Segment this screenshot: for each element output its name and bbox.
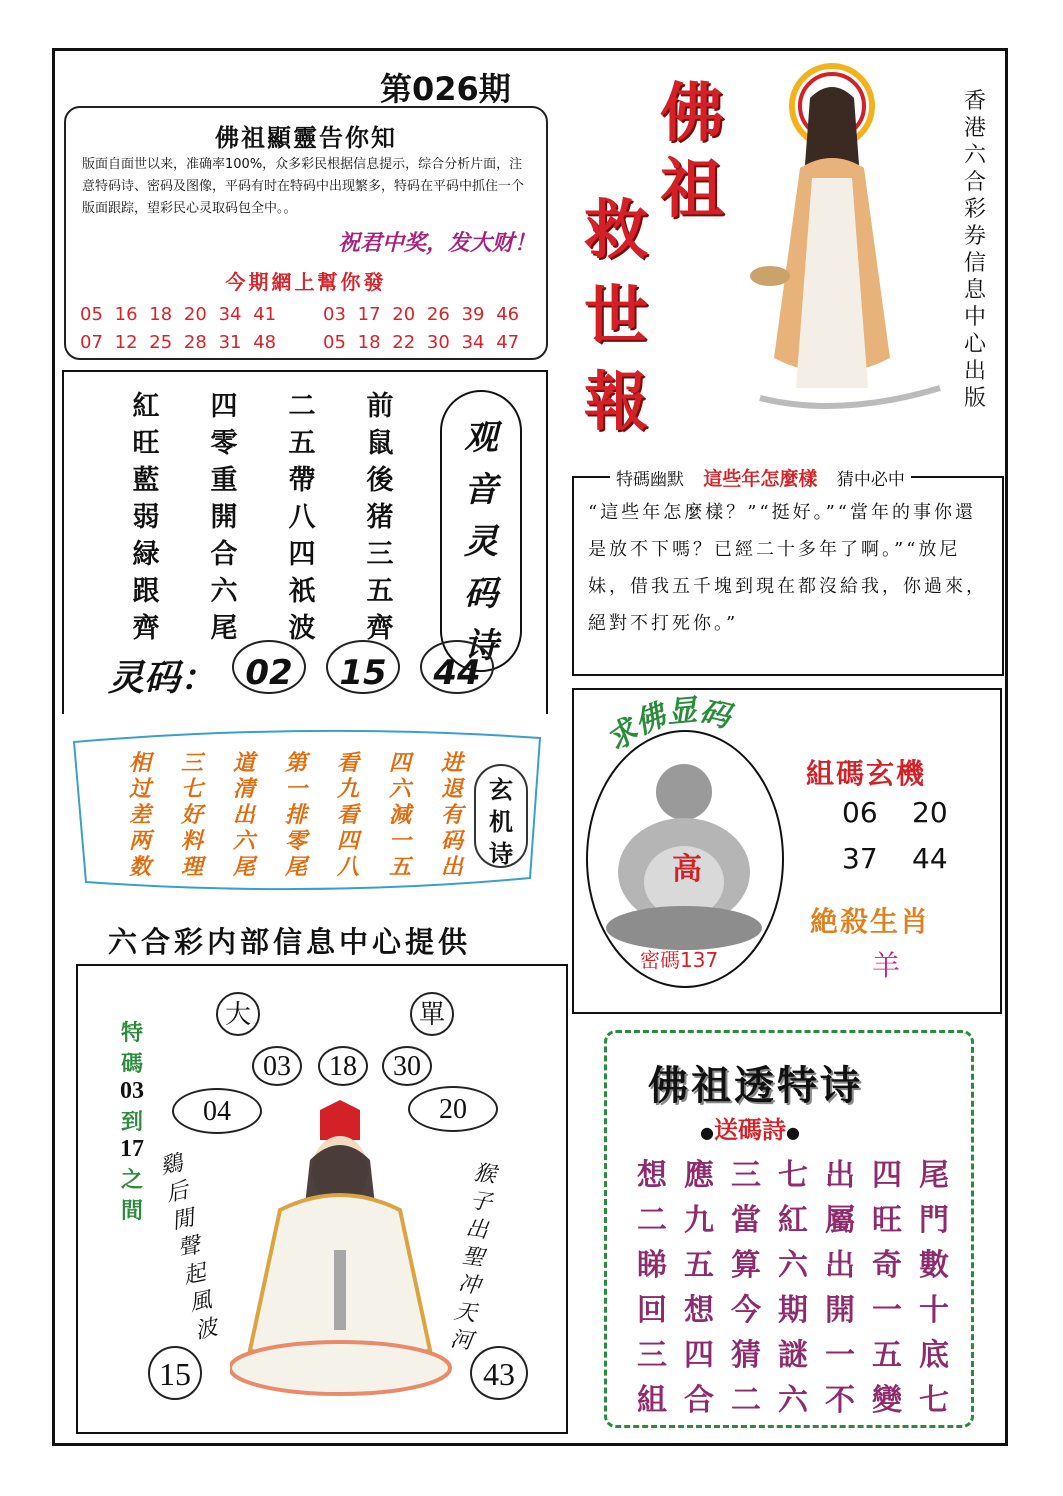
- right-verse: 猴子出聖冲天河: [448, 1160, 498, 1355]
- left-verse: 鷄后閒聲起風波: [158, 1150, 220, 1345]
- bottom-right-number: 43: [470, 1346, 528, 1400]
- buddha-oval: [586, 730, 784, 988]
- poem-char: 後: [366, 465, 394, 496]
- poem-title-char: 音: [464, 470, 498, 510]
- ling-code-label: 灵码：: [108, 657, 217, 699]
- combo-title: 組碼玄機: [806, 757, 927, 790]
- special-poem-char: 尾: [919, 1158, 949, 1193]
- song-code-text: 送碼詩: [713, 1115, 786, 1144]
- poem-char: 猪: [366, 502, 394, 533]
- range-char: 之: [120, 1167, 143, 1193]
- special-poem-char: 七: [778, 1158, 808, 1193]
- xuanji-title-char: 诗: [489, 839, 513, 868]
- odd-label: 單: [410, 992, 454, 1036]
- joke-header: [610, 464, 911, 491]
- range-char: 碼: [120, 1051, 143, 1077]
- xuanji-char: 出: [440, 854, 463, 880]
- poem-title-char: 灵: [464, 522, 498, 562]
- special-poem-char: 不: [825, 1383, 855, 1418]
- ling-code-3: 44: [420, 640, 494, 694]
- xuanji-char: 退: [440, 776, 463, 802]
- joke-head-title: 這些年怎麼樣: [703, 468, 818, 490]
- xuanji-char: 四: [336, 828, 359, 854]
- combo-number: 20: [912, 796, 948, 829]
- special-poem-char: 合: [684, 1383, 714, 1418]
- xuanji-char: 码: [440, 828, 463, 854]
- poem-char: 齊: [366, 613, 394, 644]
- special-poem-title: 佛祖透特诗: [648, 1062, 863, 1109]
- range-char: 間: [120, 1198, 143, 1224]
- xuanji-char: 出: [232, 802, 255, 828]
- special-poem-char: 門: [919, 1203, 949, 1238]
- poem-char: 四: [288, 539, 316, 570]
- poem-char: 四: [210, 391, 238, 422]
- xuanji-char: 看: [336, 750, 359, 776]
- combo-number: 37: [842, 842, 878, 875]
- xuanji-char: 五: [388, 854, 411, 880]
- special-poem-char: 謎: [778, 1338, 808, 1373]
- kill-zodiac-value: 羊: [872, 949, 901, 982]
- special-poem-char: 底: [919, 1338, 949, 1373]
- xuanji-char: 一: [388, 828, 411, 854]
- special-poem-char: 組: [637, 1383, 667, 1418]
- poem-char: 合: [210, 539, 238, 570]
- xuanji-char: 清: [232, 776, 255, 802]
- poem-char: 緑: [132, 539, 160, 570]
- poem-char: 零: [210, 428, 238, 459]
- top-number: 03: [252, 1046, 302, 1086]
- poem-char: 紅: [132, 391, 160, 422]
- xuanji-title-char: 机: [489, 807, 513, 836]
- notice-panel: [64, 106, 548, 360]
- special-poem-char: 四: [872, 1158, 902, 1193]
- special-poem-char: 想: [684, 1293, 714, 1328]
- xuanji-char: 七: [180, 776, 203, 802]
- special-poem-char: 一: [825, 1338, 855, 1373]
- xuanji-char: 尾: [284, 854, 307, 880]
- title-line-2: 救世報: [584, 193, 648, 440]
- special-poem-char: 五: [684, 1248, 714, 1283]
- xuanji-char: 零: [284, 828, 307, 854]
- poem-char: 五: [366, 576, 394, 607]
- right-oval-number: 20: [408, 1086, 498, 1132]
- poem-title-char: 诗: [464, 626, 498, 666]
- special-poem-char: 四: [684, 1338, 714, 1373]
- notice-body: 版面自面世以来，准确率100%，众多彩民根据信息提示，综合分析片面，注意特码诗、密码及图像，平码有时在特码中出现繁多，特码在平码中抓住一个版面跟踪，望彩民心灵取码包全中。。: [82, 157, 525, 216]
- guanyin-poem-title-oval: [440, 390, 522, 672]
- special-poem-char: 屬: [825, 1203, 855, 1238]
- ling-code-2: 15: [326, 640, 400, 694]
- xuanji-char: 六: [232, 828, 255, 854]
- special-poem-char: 二: [731, 1383, 761, 1418]
- special-range: [112, 1016, 152, 1225]
- kill-zodiac-title: 絶殺生肖: [810, 905, 931, 938]
- range-number: 17: [120, 1136, 144, 1162]
- xuanji-char: 道: [232, 750, 255, 776]
- song-code-title: ●送碼詩●: [700, 1115, 800, 1144]
- poem-char: 三: [366, 539, 394, 570]
- poem-char: 鼠: [366, 428, 394, 459]
- xuanji-title-char: 玄: [489, 775, 513, 804]
- special-poem-char: 變: [872, 1383, 902, 1418]
- xuanji-char: 四: [388, 750, 411, 776]
- xuanji-char: 数: [128, 854, 151, 880]
- xuanji-char: 看: [336, 802, 359, 828]
- xuanji-char: 尾: [232, 854, 255, 880]
- range-char: 到: [120, 1109, 143, 1135]
- special-poem-char: 猜: [731, 1338, 761, 1373]
- xuanji-char: 八: [336, 854, 359, 880]
- poem-char: 開: [210, 502, 238, 533]
- poem-char: 齊: [132, 613, 160, 644]
- special-poem-char: 二: [637, 1203, 667, 1238]
- poem-char: 重: [210, 465, 238, 496]
- poem-char: 跟: [132, 576, 160, 607]
- special-poem-char: 三: [731, 1158, 761, 1193]
- guanyin-standing-image: [740, 58, 950, 428]
- special-poem-char: 旺: [872, 1203, 902, 1238]
- special-poem-char: 六: [778, 1248, 808, 1283]
- issue-number: 第026期: [380, 70, 511, 108]
- provider-line: 六合彩内部信息中心提供: [108, 925, 472, 959]
- range-number: 03: [120, 1078, 144, 1104]
- special-poem-char: 想: [637, 1158, 667, 1193]
- guanyin-seated-image: [230, 1100, 460, 1400]
- xuanji-char: 料: [180, 828, 203, 854]
- top-number: 30: [382, 1046, 432, 1086]
- xuanji-char: 差: [128, 802, 151, 828]
- special-poem-char: 開: [825, 1293, 855, 1328]
- poem-char: 祇: [288, 576, 316, 607]
- poem-char: 藍: [132, 465, 160, 496]
- xuanji-char: 六: [388, 776, 411, 802]
- poem-char: 五: [288, 428, 316, 459]
- xuanji-char: 一: [284, 776, 307, 802]
- special-poem-char: 回: [637, 1293, 667, 1328]
- xuanji-char: 过: [128, 776, 151, 802]
- wish-line: 祝君中奖，发大财！: [337, 231, 536, 256]
- special-poem-char: 數: [919, 1248, 949, 1283]
- xuanji-char: 三: [180, 750, 203, 776]
- poem-char: 八: [288, 502, 316, 533]
- poem-char: 波: [288, 613, 316, 644]
- xuanji-char: 进: [440, 750, 463, 776]
- combo-number: 06: [842, 796, 878, 829]
- poem-title-char: 观: [464, 418, 498, 458]
- special-poem-char: 十: [919, 1293, 949, 1328]
- special-poem-char: 奇: [872, 1248, 902, 1283]
- poem-char: 二: [288, 391, 316, 422]
- special-poem-char: 算: [731, 1248, 761, 1283]
- xuanji-char: 減: [388, 802, 411, 828]
- net-numbers-row-1: 05 16 18 20 34 41 03 17 20 26 39 46: [80, 304, 520, 325]
- xuanji-char: 第: [284, 750, 307, 776]
- xuanji-char: 九: [336, 776, 359, 802]
- publisher-vertical: 香港六合彩券信息中心出版: [963, 89, 986, 411]
- big-label: 大: [216, 992, 260, 1036]
- buddha-center-char: 高: [672, 852, 702, 887]
- buddha-arc-text: 求佛显码: [600, 694, 734, 759]
- special-poem-char: 紅: [778, 1203, 808, 1238]
- special-poem-char: 當: [731, 1203, 761, 1238]
- special-poem-char: 九: [684, 1203, 714, 1238]
- special-poem-char: 期: [778, 1293, 808, 1328]
- joke-head-left: 特碼幽默: [616, 470, 684, 490]
- poem-char: 帶: [288, 465, 316, 496]
- xuanji-char: 相: [128, 750, 151, 776]
- poem-char: 尾: [210, 613, 238, 644]
- poem-char: 弱: [132, 502, 160, 533]
- range-char: 特: [120, 1020, 143, 1046]
- special-poem-char: 五: [872, 1338, 902, 1373]
- combo-number: 44: [912, 842, 948, 875]
- xuanji-char: 好: [180, 802, 203, 828]
- special-poem-char: 出: [825, 1248, 855, 1283]
- special-poem-char: 三: [637, 1338, 667, 1373]
- xuanji-char: 有: [440, 802, 463, 828]
- poem-title-char: 码: [464, 574, 498, 614]
- poem-char: 前: [366, 391, 394, 422]
- poem-char: 六: [210, 576, 238, 607]
- xuanji-char: 理: [180, 854, 203, 880]
- xuanji-title-oval: [474, 764, 528, 868]
- notice-title: 佛祖顯靈告你知: [215, 123, 397, 152]
- special-poem-char: 應: [684, 1158, 714, 1193]
- xuanji-char: 两: [128, 828, 151, 854]
- top-number: 18: [318, 1046, 368, 1086]
- bottom-left-number: 15: [148, 1346, 202, 1400]
- ling-code-1: 02: [232, 640, 306, 694]
- special-poem-char: 今: [731, 1293, 761, 1328]
- xuanji-char: 排: [284, 802, 307, 828]
- secret-code: 密碼137: [640, 948, 719, 972]
- special-poem-char: 七: [919, 1383, 949, 1418]
- title-line-1: 佛祖: [660, 76, 724, 227]
- special-poem-char: 一: [872, 1293, 902, 1328]
- poem-char: 旺: [132, 428, 160, 459]
- joke-text: “這些年怎麼樣？”“挺好。”“當年的事你還是放不下嗎？已經二十多年了啊。”“放尼妹，借我五千塊到現在都沒給我，你過來，絕對不打死你。”: [588, 502, 987, 634]
- joke-head-right: 猜中必中: [836, 470, 905, 490]
- special-poem-char: 出: [825, 1158, 855, 1193]
- left-oval-number: 04: [172, 1088, 262, 1134]
- net-numbers-row-2: 07 12 25 28 31 48 05 18 22 30 34 47: [80, 332, 520, 353]
- net-numbers-title: 今期網上幫你發: [225, 270, 387, 294]
- special-poem-char: 睇: [637, 1248, 667, 1283]
- special-poem-char: 六: [778, 1383, 808, 1418]
